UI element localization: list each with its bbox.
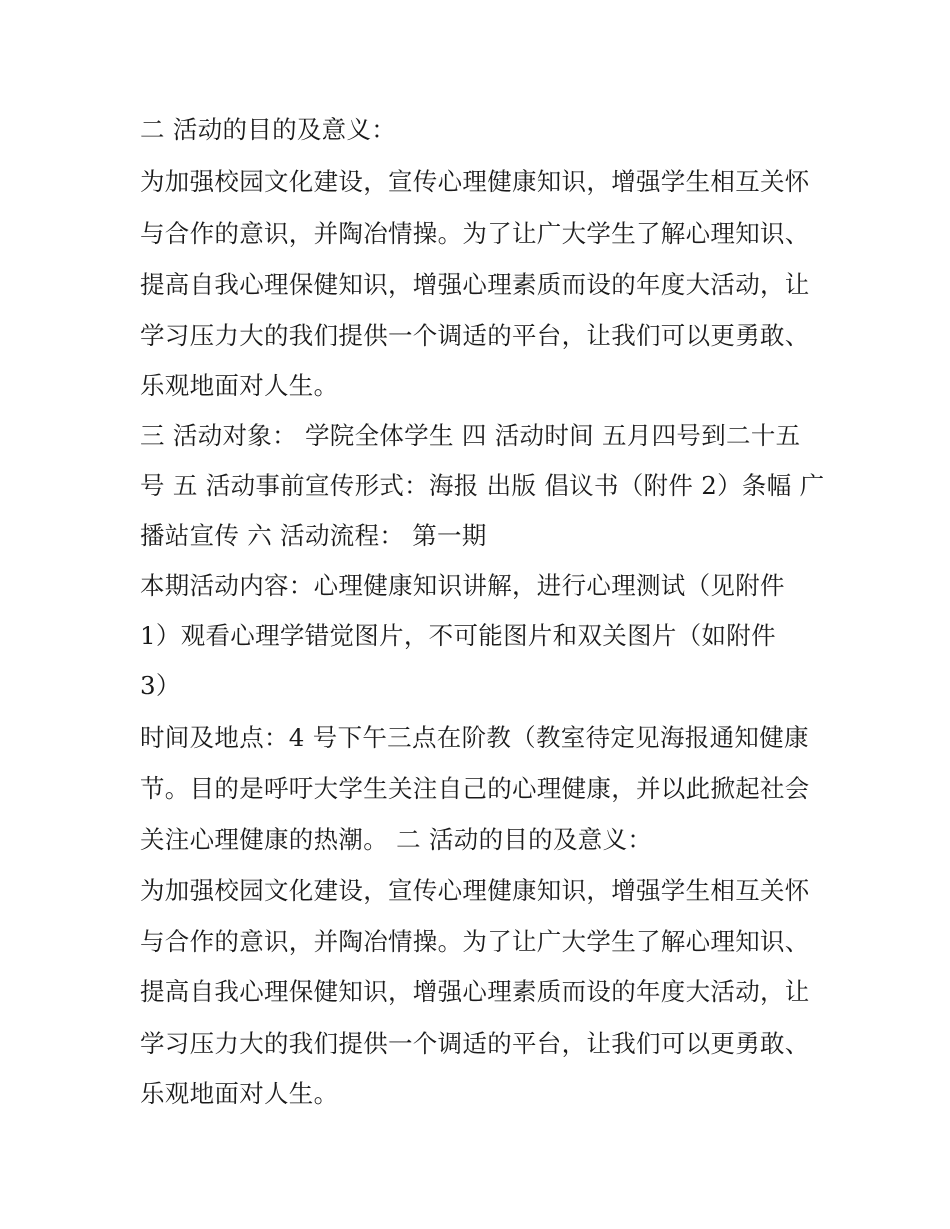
text-line: 号 五 活动事前宣传形式：海报 出版 倡议书（附件 2）条幅 广 [140, 471, 825, 500]
text-line: 本期活动内容：心理健康知识讲解，进行心理测试（见附件 [140, 571, 785, 600]
text-line: 节。目的是呼吁大学生关注自己的心理健康，并以此掀起社会 [140, 774, 810, 803]
text-line: 时间及地点：4 号下午三点在阶教（教室待定见海报通知健康 [140, 723, 809, 752]
text-line: 学习压力大的我们提供一个调适的平台，让我们可以更勇敢、 [140, 321, 810, 350]
text-line: 学习压力大的我们提供一个调适的平台，让我们可以更勇敢、 [140, 1029, 810, 1058]
text-line: 三 活动对象： 学院全体学生 四 活动时间 五月四号到二十五 [140, 421, 801, 450]
text-line: 提高自我心理保健知识，增强心理素质而设的年度大活动，让 [140, 270, 810, 299]
text-line: 关注心理健康的热潮。 二 活动的目的及意义： [140, 825, 653, 854]
text-line: 二 活动的目的及意义： [140, 115, 397, 144]
text-line: 1）观看心理学错觉图片，不可能图片和双关图片（如附件 [140, 621, 776, 650]
text-line: 为加强校园文化建设，宣传心理健康知识，增强学生相互关怀 [140, 167, 810, 196]
text-line: 乐观地面对人生。 [140, 371, 339, 400]
text-line: 提高自我心理保健知识，增强心理素质而设的年度大活动，让 [140, 977, 810, 1006]
text-line: 与合作的意识，并陶冶情操。为了让广大学生了解心理知识、 [140, 219, 810, 248]
text-line: 为加强校园文化建设，宣传心理健康知识，增强学生相互关怀 [140, 876, 810, 905]
text-line: 3） [140, 671, 181, 700]
text-line: 与合作的意识，并陶冶情操。为了让广大学生了解心理知识、 [140, 927, 810, 956]
text-line: 乐观地面对人生。 [140, 1079, 339, 1108]
text-line: 播站宣传 六 活动流程： 第一期 [140, 521, 487, 550]
